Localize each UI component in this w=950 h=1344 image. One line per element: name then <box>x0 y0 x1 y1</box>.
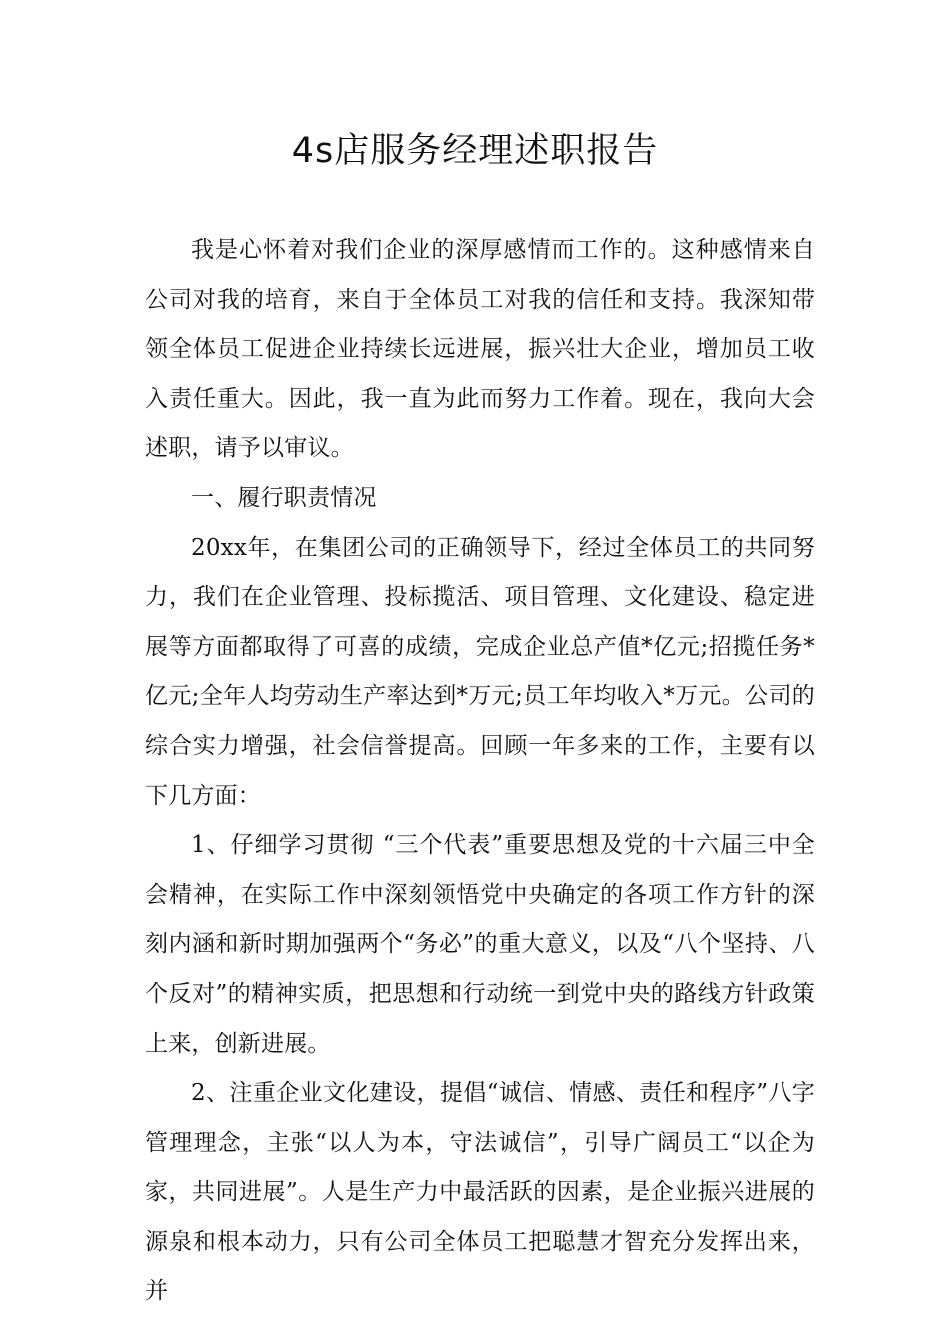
paragraph-intro: 我是心怀着对我们企业的深厚感情而工作的。这种感情来自公司对我的培育，来自于全体员工对我的信任和支持。我深知带领全体员工促进企业持续长远进展，振兴壮大企业，增加员工收入责任重大。因此，我一直为此而努力工作着。现在，我向大会述职，请予以审议。 <box>145 237 815 462</box>
document-title: 4s店服务经理述职报告 <box>291 131 659 171</box>
section-heading: 一、履行职责情况 <box>191 484 377 511</box>
paragraph-item-1: 1、仔细学习贯彻 “三个代表”重要思想及党的十六届三中全会精神，在实际工作中深刻领悟党中央确定的各项工作方针的深刻内涵和新时期加强两个“务必”的重大意义，以及“八个坚持、八个反对”的精神实质，把思想和行动统一到党中央的路线方针政策上来，创新进展。 <box>145 832 815 1057</box>
paragraph-achievements: 20xx年，在集团公司的正确领导下，经过全体员工的共同努力，我们在企业管理、投标揽活、项目管理、文化建设、稳定进展等方面都取得了可喜的成绩，完成企业总产值*亿元;招揽任务*亿元;全年人均劳动生产率达到*万元;员工年均收入*万元。公司的综合实力增强，社会信誉提高。回顾一年多来的工作，主要有以下几方面： <box>145 534 815 809</box>
document-body <box>145 226 815 1317</box>
paragraph-item-2: 2、注重企业文化建设，提倡“诚信、情感、责任和程序”八字管理理念，主张“以人为本，守法诚信”，引导广阔员工“以企为家，共同进展”。人是生产力中最活跃的因素，是企业振兴进展的源泉和根本动力，只有公司全体员工把聪慧才智充分发挥出来，并 <box>145 1080 815 1305</box>
